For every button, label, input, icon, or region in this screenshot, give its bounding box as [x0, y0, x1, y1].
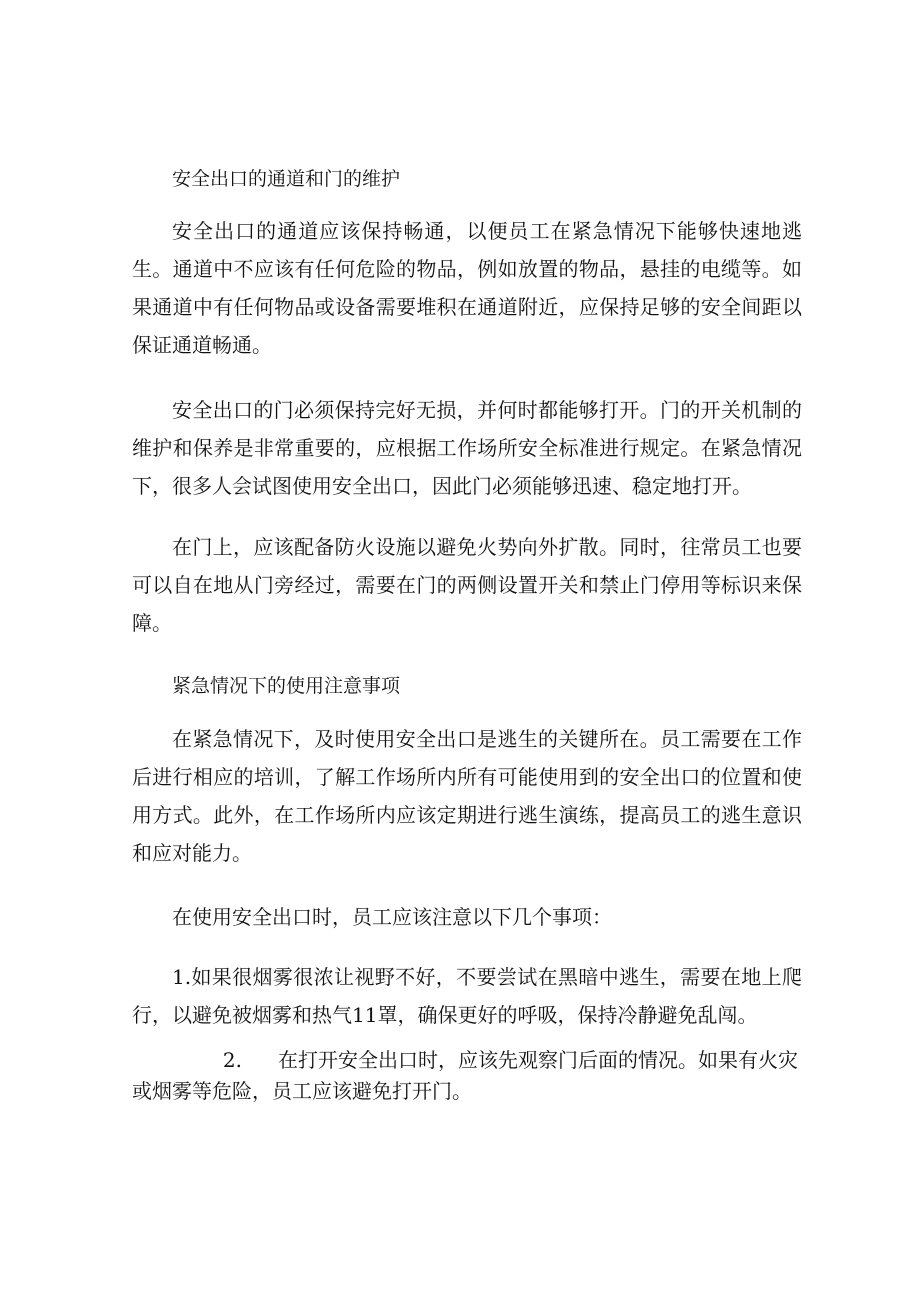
paragraph-notice-intro: 在使用安全出口时，员工应该注意以下几个事项：: [172, 905, 612, 929]
section-heading-maintenance: 安全出口的通道和门的维护: [172, 168, 401, 190]
paragraph-door-condition: 安全出口的门必须保持完好无损，并何时都能够打开。门的开关机制的维护和保养是非常重要的，应根据工作场所安全标准进行规定。在紧急情况下，很多人会试图使用安全出口，因此门必须能够迅速、稳定地打开。: [132, 398, 802, 498]
list-item-smoke: 1.如果很烟雾很浓让视野不好，不要尝试在黑暗中逃生，需要在地上爬行，以避免被烟雾和热气11罩，确保更好的呼吸，保持冷静避免乱闯。: [132, 965, 802, 1027]
list-item-text: 在打开安全出口时，应该先观察门后面的情况。如果有火灾或烟雾等危险，员工应该避免打开门。: [132, 1048, 798, 1103]
list-item-number: 2.: [222, 1048, 242, 1072]
paragraph-passage-clear: 安全出口的通道应该保持畅通，以便员工在紧急情况下能够快速地逃生。通道中不应该有任何危险的物品，例如放置的物品，悬挂的电缆等。如果通道中有任何物品或设备需要堆积在通道附近，应保持足够的安全间距以保证通道畅通。: [132, 219, 802, 357]
paragraph-fire-protection: 在门上，应该配备防火设施以避免火势向外扩散。同时，往常员工也要可以自在地从门旁经过，需要在门的两侧设置开关和禁止门停用等标识来保障。: [132, 535, 802, 635]
section-heading-emergency-use: 紧急情况下的使用注意事项: [172, 675, 401, 697]
paragraph-training: 在紧急情况下，及时使用安全出口是逃生的关键所在。员工需要在工作后进行相应的培训，了解工作场所内所有可能使用到的安全出口的位置和使用方式。此外，在工作场所内应该定期进行逃生演练，提高员工的逃生意识和应对能力。: [132, 727, 802, 865]
list-item-open-door: [132, 1045, 802, 1107]
